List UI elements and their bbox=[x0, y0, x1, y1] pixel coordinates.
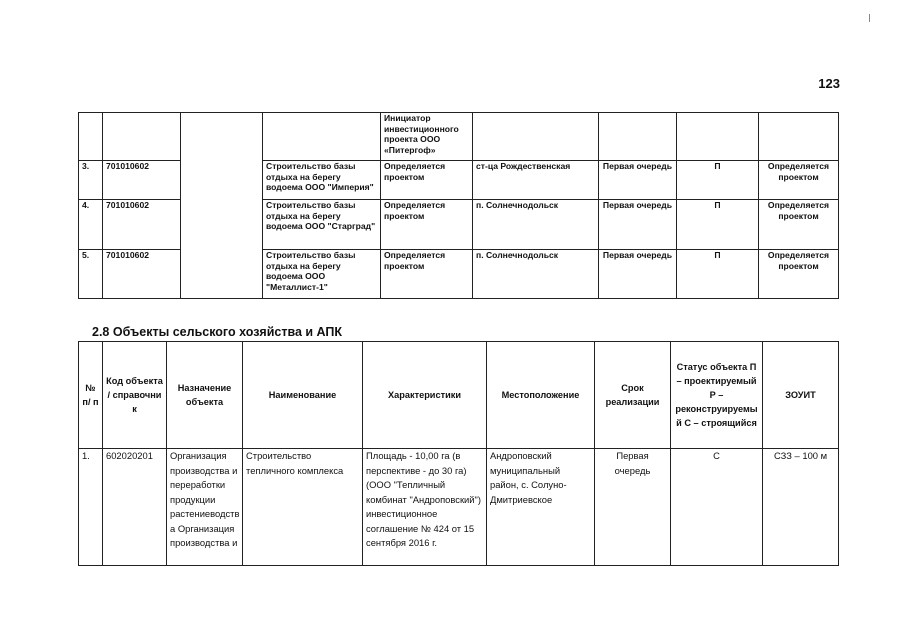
object-name-cell: Строительство базы отдыха на берегу водоема ООО "Металлист-1" bbox=[263, 250, 381, 299]
row-number-cell bbox=[79, 113, 103, 161]
header-zone: ЗОУИТ bbox=[763, 342, 839, 449]
header-name: Наименование bbox=[243, 342, 363, 449]
term-cell: Первая очередь bbox=[599, 161, 677, 200]
status-cell: П bbox=[677, 200, 759, 250]
row-number-cell: 5. bbox=[79, 250, 103, 299]
header-location: Местоположение bbox=[487, 342, 595, 449]
continued-objects-table bbox=[78, 112, 839, 299]
object-purpose-cell: Организация производства и переработки продукции растениеводств а Организация производства и bbox=[167, 449, 243, 566]
object-code-cell bbox=[103, 113, 181, 161]
object-code-cell: 602020201 bbox=[103, 449, 167, 566]
status-cell bbox=[677, 113, 759, 161]
zone-cell: Определяется проектом bbox=[759, 200, 839, 250]
term-cell: Первая очередь bbox=[595, 449, 671, 566]
characteristics-cell: Инициатор инвестиционного проекта ООО «Питергоф» bbox=[381, 113, 473, 161]
page-number: 123 bbox=[818, 76, 840, 91]
location-cell: п. Солнечнодольск bbox=[473, 200, 599, 250]
zone-cell: Определяется проектом bbox=[759, 250, 839, 299]
location-cell: ст-ца Рождественская bbox=[473, 161, 599, 200]
header-num: № п/ п bbox=[79, 342, 103, 449]
object-purpose-cell bbox=[181, 113, 263, 299]
header-characteristics: Характеристики bbox=[363, 342, 487, 449]
status-cell: П bbox=[677, 250, 759, 299]
zone-cell: СЗЗ – 100 м bbox=[763, 449, 839, 566]
header-code: Код объекта / справочни к bbox=[103, 342, 167, 449]
row-number-cell: 3. bbox=[79, 161, 103, 200]
object-name-cell: Строительство базы отдыха на берегу водоема ООО "Старград" bbox=[263, 200, 381, 250]
row-number-cell: 4. bbox=[79, 200, 103, 250]
term-cell bbox=[599, 113, 677, 161]
row-number-cell: 1. bbox=[79, 449, 103, 566]
header-status: Статус объекта П – проектируемый Р – реконструируемы й С – строящийся bbox=[671, 342, 763, 449]
location-cell: п. Солнечнодольск bbox=[473, 250, 599, 299]
status-cell: С bbox=[671, 449, 763, 566]
term-cell: Первая очередь bbox=[599, 200, 677, 250]
object-code-cell: 701010602 bbox=[103, 161, 181, 200]
zone-cell bbox=[759, 113, 839, 161]
scan-edge-mark bbox=[869, 14, 870, 22]
characteristics-cell: Определяется проектом bbox=[381, 200, 473, 250]
characteristics-cell: Определяется проектом bbox=[381, 250, 473, 299]
table-header-row bbox=[79, 342, 839, 449]
characteristics-cell: Определяется проектом bbox=[381, 161, 473, 200]
object-name-cell: Строительство тепличного комплекса bbox=[243, 449, 363, 566]
object-name-cell bbox=[263, 113, 381, 161]
table-row bbox=[79, 113, 839, 161]
object-code-cell: 701010602 bbox=[103, 200, 181, 250]
table-row bbox=[79, 449, 839, 566]
object-code-cell: 701010602 bbox=[103, 250, 181, 299]
term-cell: Первая очередь bbox=[599, 250, 677, 299]
status-cell: П bbox=[677, 161, 759, 200]
object-name-cell: Строительство базы отдыха на берегу водоема ООО "Империя" bbox=[263, 161, 381, 200]
header-purpose: Назначение объекта bbox=[167, 342, 243, 449]
header-term: Срок реализации bbox=[595, 342, 671, 449]
section-heading: 2.8 Объекты сельского хозяйства и АПК bbox=[92, 325, 343, 339]
zone-cell: Определяется проектом bbox=[759, 161, 839, 200]
characteristics-cell: Площадь - 10,00 га (в перспективе - до 30 га) (ООО "Тепличный комбинат "Андроповский") инвестиционное соглашение № 424 от 15 сентября 2016 г. bbox=[363, 449, 487, 566]
agro-objects-table bbox=[78, 341, 839, 566]
location-cell: Андроповский муниципальный район, с. Солуно-Дмитриевское bbox=[487, 449, 595, 566]
location-cell bbox=[473, 113, 599, 161]
